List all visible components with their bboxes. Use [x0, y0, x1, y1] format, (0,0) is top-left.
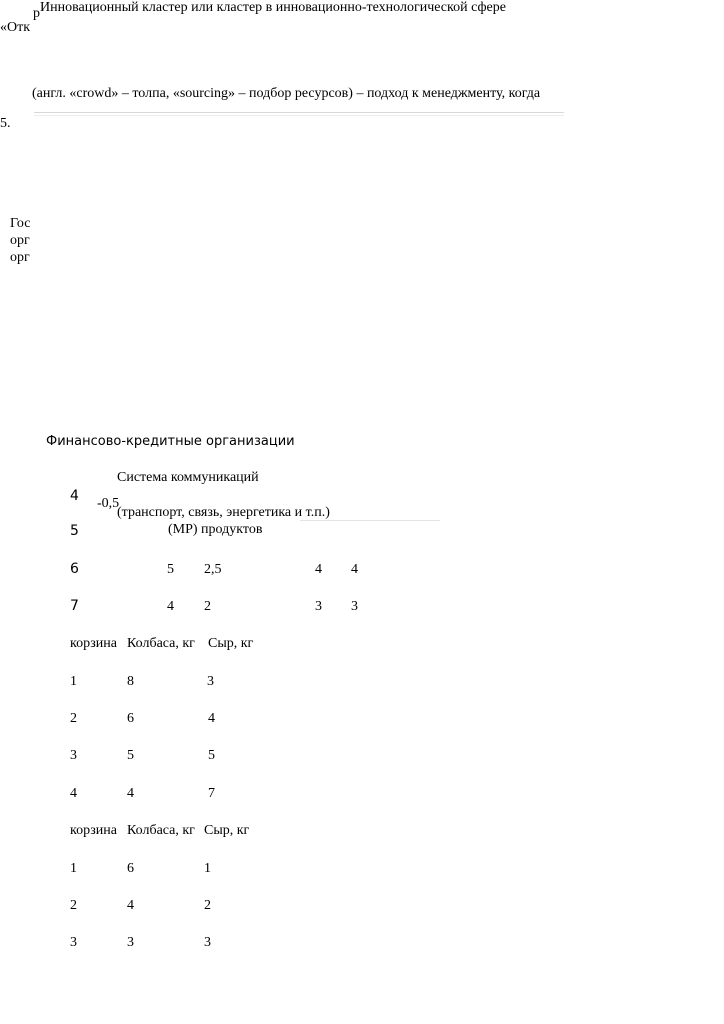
org-fragment: орг [10, 233, 30, 248]
table1-cell: 4 [127, 786, 134, 801]
table1-cell: 2 [70, 711, 77, 726]
table1-header: Сыр, кг [208, 636, 254, 651]
table2-cell: 3 [204, 935, 211, 950]
table1-cell: 4 [208, 711, 215, 726]
upper-row-label: 7 [70, 598, 79, 614]
faint-line [34, 115, 564, 116]
table1-cell: 8 [127, 674, 134, 689]
table2-cell: 3 [127, 935, 134, 950]
table2-cell: 6 [127, 861, 134, 876]
gos-fragment: Гос [10, 216, 31, 231]
table2-header: Сыр, кг [204, 823, 250, 838]
comm-detail-label: (транспорт, связь, энергетика и т.п.) [117, 505, 330, 520]
table2-cell: 1 [204, 861, 211, 876]
upper-row-label: 4 [70, 488, 79, 504]
table2-cell: 4 [127, 898, 134, 913]
org-fragment: орг [10, 250, 30, 265]
page-title: Инновационный кластер или кластер в инновационно-технологической сфере [40, 0, 506, 15]
finance-orgs-label: Финансово-кредитные организации [46, 434, 295, 449]
table1-header: корзина [70, 636, 117, 651]
comm-system-label: Система коммуникаций [117, 470, 259, 485]
table1-cell: 3 [70, 748, 77, 763]
crowdsourcing-line [32, 86, 566, 103]
clipped-char: р [33, 6, 40, 21]
table2-cell: 2 [204, 898, 211, 913]
table1-cell: 1 [70, 674, 77, 689]
upper-cell: 2,5 [204, 562, 222, 577]
table2-header: корзина [70, 823, 117, 838]
table2-cell: 3 [70, 935, 77, 950]
table1-cell: 5 [208, 748, 215, 763]
upper-cell: 3 [351, 599, 358, 614]
table1-cell: 4 [70, 786, 77, 801]
upper-cell: 3 [315, 599, 322, 614]
crowdsourcing-text: (англ. «crowd» – толпа, «sourcing» – подбор ресурсов) – подход к менеджменту, когда [32, 86, 541, 101]
item-number: 5. [0, 116, 11, 131]
neg-value: -0,5 [97, 496, 120, 511]
otk-fragment: «Отк [0, 20, 31, 35]
table2-header: Колбаса, кг [127, 823, 195, 838]
upper-row-label: 5 [70, 523, 79, 539]
table1-cell: 3 [207, 674, 214, 689]
faint-line [34, 112, 564, 113]
table1-header: Колбаса, кг [127, 636, 195, 651]
table1-cell: 5 [127, 748, 134, 763]
upper-cell: 2 [204, 599, 211, 614]
mr-products-label: (МР) продуктов [168, 522, 263, 537]
table2-cell: 2 [70, 898, 77, 913]
upper-cell: 5 [167, 562, 174, 577]
table1-cell: 7 [208, 786, 215, 801]
table2-cell: 1 [70, 861, 77, 876]
upper-cell: 4 [351, 562, 358, 577]
table1-cell: 6 [127, 711, 134, 726]
faint-line [300, 520, 440, 521]
upper-row-label: 6 [70, 561, 79, 577]
upper-cell: 4 [167, 599, 174, 614]
upper-cell: 4 [315, 562, 322, 577]
